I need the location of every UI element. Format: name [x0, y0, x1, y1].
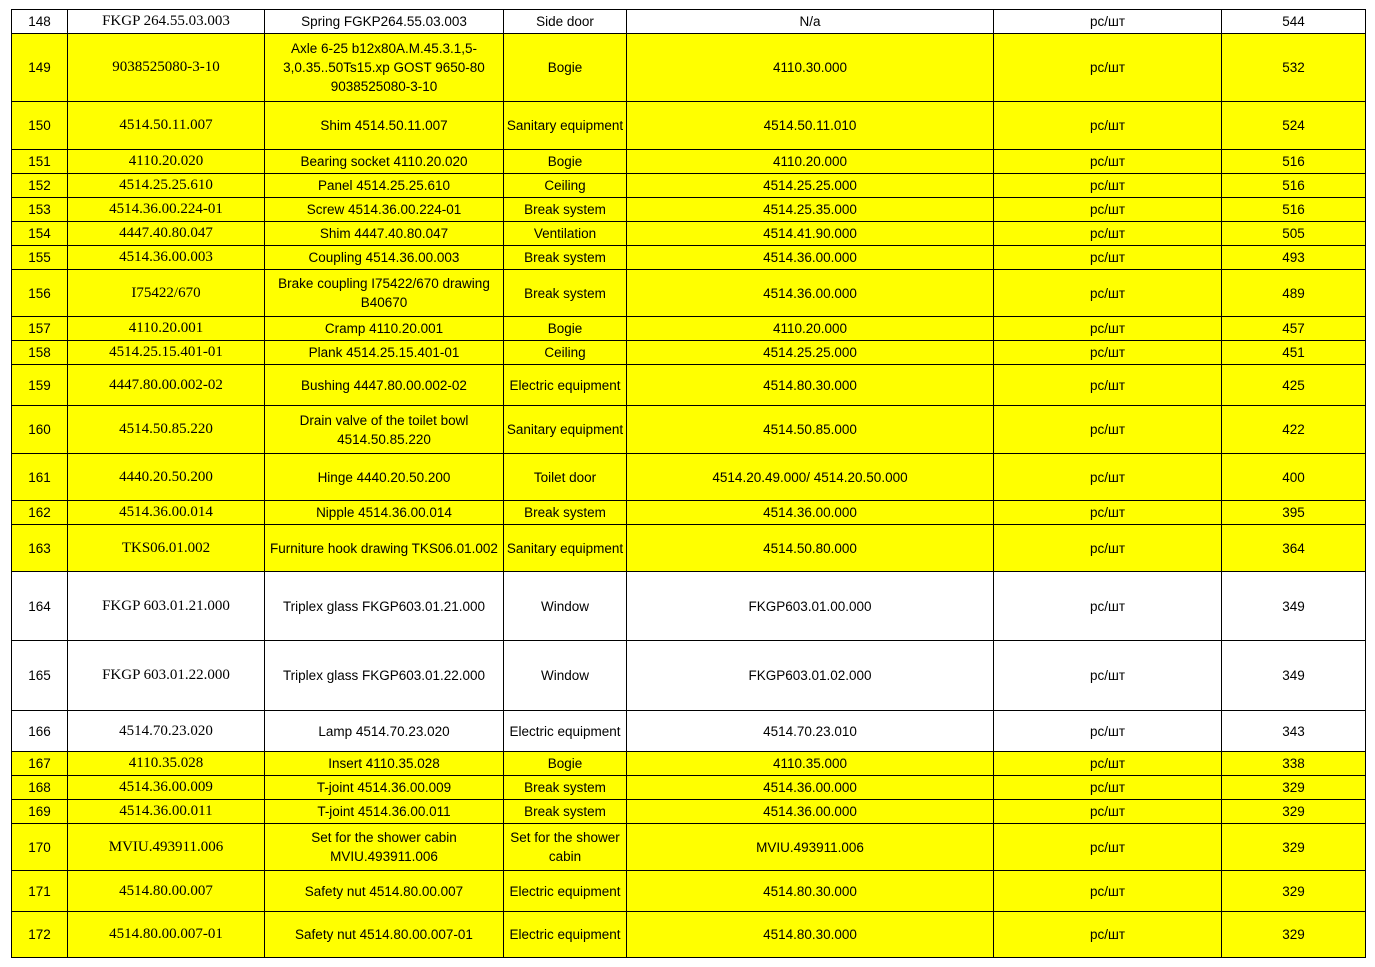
assembly-code-cell: 4514.70.23.010: [627, 711, 994, 752]
part-name-cell: Spring FGKP264.55.03.003: [265, 10, 504, 34]
part-code-cell: 4514.70.23.020: [68, 711, 265, 752]
quantity-cell: 524: [1222, 102, 1366, 150]
row-number-cell: 149: [12, 34, 68, 102]
part-name-cell: Cramp 4110.20.001: [265, 317, 504, 341]
part-name-cell: Lamp 4514.70.23.020: [265, 711, 504, 752]
unit-cell: pc/шт: [994, 10, 1222, 34]
unit-cell: pc/шт: [994, 912, 1222, 958]
part-name-cell: Plank 4514.25.15.401-01: [265, 341, 504, 365]
assembly-code-cell: 4514.80.30.000: [627, 912, 994, 958]
part-name-cell: Brake coupling I75422/670 drawing B40670: [265, 270, 504, 317]
assembly-code-cell: 4514.25.25.000: [627, 174, 994, 198]
unit-cell: pc/шт: [994, 365, 1222, 406]
table-row: [12, 317, 1366, 341]
table-row: [12, 270, 1366, 317]
part-name-cell: Axle 6-25 b12x80A.M.45.3.1,5-3,0.35..50Ts15.xp GOST 9650-80 9038525080-3-10: [265, 34, 504, 102]
part-code-cell: 4110.20.001: [68, 317, 265, 341]
row-number-cell: 165: [12, 641, 68, 711]
quantity-cell: 422: [1222, 406, 1366, 454]
table-row: [12, 912, 1366, 958]
unit-cell: pc/шт: [994, 102, 1222, 150]
assembly-code-cell: 4514.80.30.000: [627, 365, 994, 406]
part-group-cell: Ceiling: [504, 174, 627, 198]
part-group-cell: Toilet door: [504, 454, 627, 501]
part-code-cell: 4514.80.00.007: [68, 871, 265, 912]
table-row: [12, 776, 1366, 800]
table-row: [12, 572, 1366, 641]
table-row: [12, 824, 1366, 871]
table-row: [12, 641, 1366, 711]
part-name-cell: T-joint 4514.36.00.011: [265, 800, 504, 824]
part-name-cell: Panel 4514.25.25.610: [265, 174, 504, 198]
part-group-cell: Electric equipment: [504, 912, 627, 958]
row-number-cell: 150: [12, 102, 68, 150]
row-number-cell: 152: [12, 174, 68, 198]
part-group-cell: Bogie: [504, 34, 627, 102]
part-code-cell: 4514.36.00.011: [68, 800, 265, 824]
quantity-cell: 400: [1222, 454, 1366, 501]
part-name-cell: Shim 4514.50.11.007: [265, 102, 504, 150]
table-row: [12, 174, 1366, 198]
quantity-cell: 329: [1222, 871, 1366, 912]
part-name-cell: Triplex glass FKGP603.01.22.000: [265, 641, 504, 711]
unit-cell: pc/шт: [994, 341, 1222, 365]
quantity-cell: 425: [1222, 365, 1366, 406]
row-number-cell: 168: [12, 776, 68, 800]
part-group-cell: Break system: [504, 198, 627, 222]
assembly-code-cell: 4514.25.35.000: [627, 198, 994, 222]
row-number-cell: 155: [12, 246, 68, 270]
assembly-code-cell: 4514.41.90.000: [627, 222, 994, 246]
table-row: [12, 365, 1366, 406]
part-group-cell: Bogie: [504, 317, 627, 341]
quantity-cell: 395: [1222, 501, 1366, 525]
unit-cell: pc/шт: [994, 406, 1222, 454]
row-number-cell: 154: [12, 222, 68, 246]
quantity-cell: 516: [1222, 150, 1366, 174]
part-name-cell: Nipple 4514.36.00.014: [265, 501, 504, 525]
part-code-cell: 4514.36.00.014: [68, 501, 265, 525]
part-code-cell: 4514.36.00.224-01: [68, 198, 265, 222]
part-code-cell: 9038525080-3-10: [68, 34, 265, 102]
part-code-cell: FKGP 603.01.22.000: [68, 641, 265, 711]
part-code-cell: 4110.20.020: [68, 150, 265, 174]
part-group-cell: Break system: [504, 776, 627, 800]
part-code-cell: I75422/670: [68, 270, 265, 317]
part-group-cell: Bogie: [504, 752, 627, 776]
assembly-code-cell: N/a: [627, 10, 994, 34]
part-group-cell: Sanitary equipment: [504, 525, 627, 572]
assembly-code-cell: 4514.36.00.000: [627, 501, 994, 525]
part-name-cell: Triplex glass FKGP603.01.21.000: [265, 572, 504, 641]
unit-cell: pc/шт: [994, 711, 1222, 752]
table-row: [12, 752, 1366, 776]
unit-cell: pc/шт: [994, 871, 1222, 912]
unit-cell: pc/шт: [994, 150, 1222, 174]
part-code-cell: 4514.36.00.003: [68, 246, 265, 270]
row-number-cell: 170: [12, 824, 68, 871]
assembly-code-cell: 4110.30.000: [627, 34, 994, 102]
quantity-cell: 364: [1222, 525, 1366, 572]
assembly-code-cell: 4110.35.000: [627, 752, 994, 776]
part-group-cell: Sanitary equipment: [504, 102, 627, 150]
table-row: [12, 222, 1366, 246]
quantity-cell: 329: [1222, 912, 1366, 958]
quantity-cell: 451: [1222, 341, 1366, 365]
part-name-cell: Screw 4514.36.00.224-01: [265, 198, 504, 222]
table-row: [12, 525, 1366, 572]
assembly-code-cell: FKGP603.01.00.000: [627, 572, 994, 641]
assembly-code-cell: 4110.20.000: [627, 317, 994, 341]
quantity-cell: 493: [1222, 246, 1366, 270]
assembly-code-cell: 4514.36.00.000: [627, 776, 994, 800]
table-row: [12, 198, 1366, 222]
part-group-cell: Window: [504, 641, 627, 711]
table-row: [12, 501, 1366, 525]
unit-cell: pc/шт: [994, 246, 1222, 270]
part-name-cell: Hinge 4440.20.50.200: [265, 454, 504, 501]
unit-cell: pc/шт: [994, 641, 1222, 711]
part-group-cell: Window: [504, 572, 627, 641]
table-row: [12, 406, 1366, 454]
row-number-cell: 162: [12, 501, 68, 525]
quantity-cell: 544: [1222, 10, 1366, 34]
part-code-cell: 4514.80.00.007-01: [68, 912, 265, 958]
part-group-cell: Side door: [504, 10, 627, 34]
part-group-cell: Break system: [504, 246, 627, 270]
table-row: [12, 341, 1366, 365]
part-group-cell: Ceiling: [504, 341, 627, 365]
row-number-cell: 172: [12, 912, 68, 958]
part-group-cell: Set for the shower cabin: [504, 824, 627, 871]
assembly-code-cell: 4514.36.00.000: [627, 270, 994, 317]
assembly-code-cell: MVIU.493911.006: [627, 824, 994, 871]
assembly-code-cell: 4110.20.000: [627, 150, 994, 174]
quantity-cell: 532: [1222, 34, 1366, 102]
row-number-cell: 164: [12, 572, 68, 641]
quantity-cell: 457: [1222, 317, 1366, 341]
unit-cell: pc/шт: [994, 34, 1222, 102]
quantity-cell: 329: [1222, 800, 1366, 824]
row-number-cell: 156: [12, 270, 68, 317]
unit-cell: pc/шт: [994, 222, 1222, 246]
assembly-code-cell: 4514.50.11.010: [627, 102, 994, 150]
row-number-cell: 148: [12, 10, 68, 34]
quantity-cell: 329: [1222, 824, 1366, 871]
part-name-cell: Shim 4447.40.80.047: [265, 222, 504, 246]
table-row: [12, 454, 1366, 501]
unit-cell: pc/шт: [994, 174, 1222, 198]
part-code-cell: 4514.25.25.610: [68, 174, 265, 198]
quantity-cell: 343: [1222, 711, 1366, 752]
part-name-cell: T-joint 4514.36.00.009: [265, 776, 504, 800]
row-number-cell: 166: [12, 711, 68, 752]
quantity-cell: 516: [1222, 198, 1366, 222]
unit-cell: pc/шт: [994, 800, 1222, 824]
part-name-cell: Set for the shower cabin MVIU.493911.006: [265, 824, 504, 871]
row-number-cell: 160: [12, 406, 68, 454]
unit-cell: pc/шт: [994, 270, 1222, 317]
part-name-cell: Bearing socket 4110.20.020: [265, 150, 504, 174]
part-code-cell: 4447.80.00.002-02: [68, 365, 265, 406]
part-code-cell: MVIU.493911.006: [68, 824, 265, 871]
table-row: [12, 800, 1366, 824]
part-code-cell: FKGP 603.01.21.000: [68, 572, 265, 641]
row-number-cell: 163: [12, 525, 68, 572]
part-name-cell: Bushing 4447.80.00.002-02: [265, 365, 504, 406]
table-row: [12, 871, 1366, 912]
unit-cell: pc/шт: [994, 525, 1222, 572]
quantity-cell: 349: [1222, 641, 1366, 711]
assembly-code-cell: 4514.36.00.000: [627, 246, 994, 270]
unit-cell: pc/шт: [994, 776, 1222, 800]
unit-cell: pc/шт: [994, 824, 1222, 871]
quantity-cell: 349: [1222, 572, 1366, 641]
unit-cell: pc/шт: [994, 572, 1222, 641]
table-row: [12, 150, 1366, 174]
quantity-cell: 489: [1222, 270, 1366, 317]
row-number-cell: 169: [12, 800, 68, 824]
part-name-cell: Coupling 4514.36.00.003: [265, 246, 504, 270]
unit-cell: pc/шт: [994, 317, 1222, 341]
quantity-cell: 329: [1222, 776, 1366, 800]
part-code-cell: FKGP 264.55.03.003: [68, 10, 265, 34]
row-number-cell: 159: [12, 365, 68, 406]
part-group-cell: Bogie: [504, 150, 627, 174]
part-group-cell: Break system: [504, 501, 627, 525]
table-row: [12, 711, 1366, 752]
quantity-cell: 338: [1222, 752, 1366, 776]
assembly-code-cell: FKGP603.01.02.000: [627, 641, 994, 711]
part-name-cell: Furniture hook drawing TKS06.01.002: [265, 525, 504, 572]
row-number-cell: 167: [12, 752, 68, 776]
part-name-cell: Drain valve of the toilet bowl 4514.50.85.220: [265, 406, 504, 454]
table-row: [12, 10, 1366, 34]
assembly-code-cell: 4514.50.80.000: [627, 525, 994, 572]
quantity-cell: 505: [1222, 222, 1366, 246]
part-group-cell: Ventilation: [504, 222, 627, 246]
part-code-cell: 4514.50.85.220: [68, 406, 265, 454]
parts-table: [11, 9, 1366, 958]
part-group-cell: Electric equipment: [504, 711, 627, 752]
assembly-code-cell: 4514.25.25.000: [627, 341, 994, 365]
assembly-code-cell: 4514.36.00.000: [627, 800, 994, 824]
part-code-cell: 4447.40.80.047: [68, 222, 265, 246]
part-group-cell: Electric equipment: [504, 365, 627, 406]
part-code-cell: 4440.20.50.200: [68, 454, 265, 501]
row-number-cell: 153: [12, 198, 68, 222]
parts-table-body: [12, 10, 1366, 958]
part-group-cell: Electric equipment: [504, 871, 627, 912]
part-code-cell: TKS06.01.002: [68, 525, 265, 572]
row-number-cell: 151: [12, 150, 68, 174]
quantity-cell: 516: [1222, 174, 1366, 198]
part-name-cell: Safety nut 4514.80.00.007-01: [265, 912, 504, 958]
table-row: [12, 246, 1366, 270]
assembly-code-cell: 4514.20.49.000/ 4514.20.50.000: [627, 454, 994, 501]
part-code-cell: 4514.50.11.007: [68, 102, 265, 150]
part-name-cell: Safety nut 4514.80.00.007: [265, 871, 504, 912]
unit-cell: pc/шт: [994, 454, 1222, 501]
part-name-cell: Insert 4110.35.028: [265, 752, 504, 776]
unit-cell: pc/шт: [994, 752, 1222, 776]
table-row: [12, 34, 1366, 102]
table-row: [12, 102, 1366, 150]
unit-cell: pc/шт: [994, 198, 1222, 222]
row-number-cell: 161: [12, 454, 68, 501]
part-group-cell: Break system: [504, 270, 627, 317]
assembly-code-cell: 4514.50.85.000: [627, 406, 994, 454]
row-number-cell: 157: [12, 317, 68, 341]
part-code-cell: 4110.35.028: [68, 752, 265, 776]
row-number-cell: 158: [12, 341, 68, 365]
row-number-cell: 171: [12, 871, 68, 912]
part-code-cell: 4514.25.15.401-01: [68, 341, 265, 365]
unit-cell: pc/шт: [994, 501, 1222, 525]
assembly-code-cell: 4514.80.30.000: [627, 871, 994, 912]
part-code-cell: 4514.36.00.009: [68, 776, 265, 800]
part-group-cell: Break system: [504, 800, 627, 824]
part-group-cell: Sanitary equipment: [504, 406, 627, 454]
